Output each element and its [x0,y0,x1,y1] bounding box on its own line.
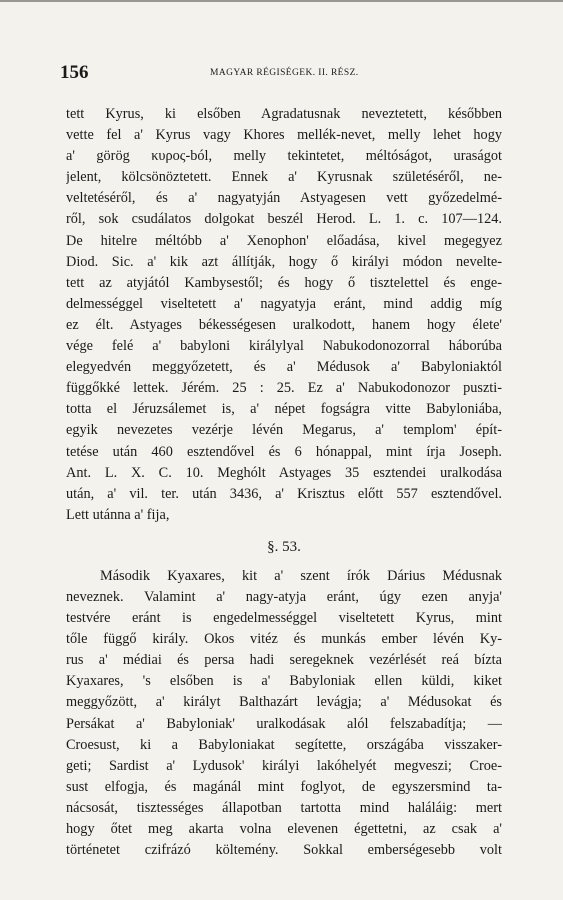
body-text [66,104,502,861]
text-line: Lett utánna a' fija, [66,506,170,523]
text-line: rus a' médiai és persa hadi seregeknek vezérlését reá bízta [66,652,502,669]
text-line: függőkké lettek. Jérém. 25 : 25. Ez a' Nabukodonozor puszti- [66,380,502,397]
text-line: történetet czifrázó költemény. Sokkal emberségesebb volt [66,842,502,859]
text-line: ez élt. Astyages békességesen uralkodott, hanem hogy élete' [66,316,502,333]
text-line: jelent, kölcsönöztetett. Ennek a' Kyrusnak születéséről, ne- [66,169,502,186]
page-header [60,62,510,86]
text-line: totta el Jéruzsálemet is, a' népet fogságra vitte Babyloniába, [66,401,502,418]
text-line: vette fel a' Kyrus vagy Khores mellék-nevet, melly lehet hogy [66,127,502,144]
text-line: ről, sok csudálatos dolgokat beszél Herod. L. 1. c. 107—124. [66,211,502,228]
text-line: delmességgel viseltetett a' nagyatyja eránt, mind addig míg [66,295,502,312]
paragraph-1 [66,104,502,526]
running-head: MAGYAR RÉGISÉGEK. II. RÉSZ. [210,68,359,78]
section-heading: §. 53. [267,538,301,555]
paragraph-2 [66,566,502,861]
text-line: De hitelre méltóbb a' Xenophon' előadása, kivel megegyez [66,232,502,249]
text-line: Persákat a' Babyloniak' uralkodásak alól felszabadítja; — [66,715,502,732]
text-line: neveznek. Valamint a' nagy-atyja eránt, úgy ezen anyja' [66,588,502,605]
text-line: tett az atyjától Kambysestől; és hogy ő tisztelettel és enge- [66,274,502,291]
text-line: nácsosát, tisztességes állapotban tartotta mind haláláig: mert [66,799,502,816]
text-line: Diod. Sic. a' kik azt állítják, hogy ő királyi módon nevelte- [66,253,502,270]
text-line: sust elfogja, és magánál mint foglyot, de egyszersmind ta- [66,778,502,795]
top-edge-rule [0,0,563,2]
text-line: Ant. L. X. C. 10. Meghólt Astyages 35 esztendei uralkodása [66,464,502,481]
text-line: geti; Sardist a' Lydusok' királyi lakóhelyét megveszi; Croe- [66,757,502,774]
text-line: Kyaxares, 's elsőben is a' Babyloniak ellen küldi, kiket [66,673,502,690]
text-line: vége felé a' babyloni királylyal Nabukodonozorral háborúba [66,338,502,355]
text-line: Második Kyaxares, kit a' szent írók Dárius Médusnak [100,567,502,584]
text-line: veltetéséről, és a' nagyatyján Astyagesen vett győzedelmé- [66,190,502,207]
text-line: Croesust, ki a Babyloniakat segítette, országába visszaker- [66,736,502,753]
page-number: 156 [60,62,89,83]
text-line: testvére eránt is engedelmességgel viseltetett Kyrus, mint [66,610,502,627]
text-line: a' görög κυρος-ból, melly tekintetet, méltóságot, uraságot [66,148,502,165]
text-line: tetése után 460 esztendővel és 6 hónappal, mint írja Joseph. [66,443,502,460]
text-line: meggyőzött, a' királyt Balthazárt levágja; a' Médusokat és [66,694,502,711]
text-line: egyik nevezetes vezérje lévén Megarus, a' templom' épít- [66,422,502,439]
text-line: tett Kyrus, ki elsőben Agradatusnak neveztetett, későbben [66,106,502,122]
text-line: tőle függő király. Okos vitéz és munkás ember lévén Ky- [66,631,502,648]
text-line: elegyedvén meggyőzetett, és a' Médusok a' Babyloniaktól [66,359,502,376]
text-line: hogy őtet meg akarta volna elevenen égettetni, az csak a' [66,821,502,837]
text-line: után, a' vil. ter. után 3436, a' Krisztus előtt 557 esztendővel. [66,485,502,502]
